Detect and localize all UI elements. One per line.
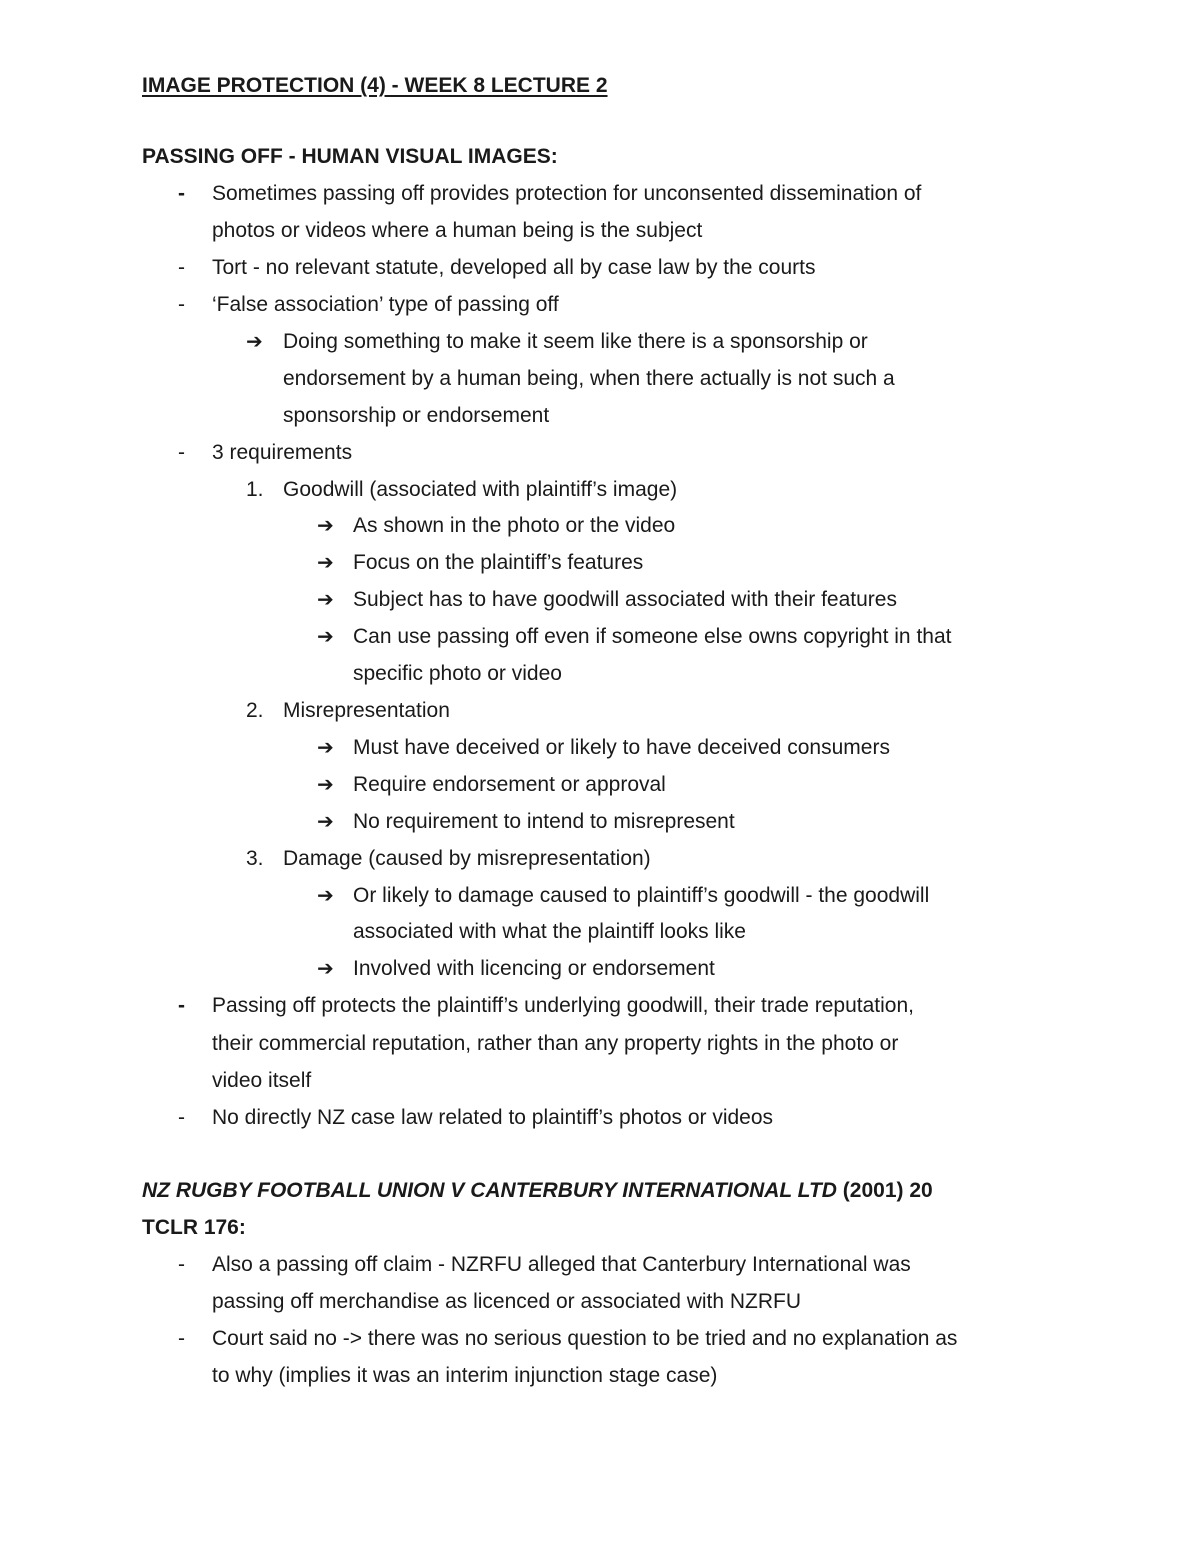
arrow-icon: ➔ [317, 774, 334, 796]
sub-bullet-text: Focus on the plaintiff’s features [353, 551, 644, 574]
bullet-text: ‘False association’ type of passing off [212, 293, 559, 316]
numbered-item: Goodwill (associated with plaintiff’s image) [283, 478, 678, 501]
arrow-icon: ➔ [317, 737, 334, 759]
sub-bullet-text: Involved with licencing or endorsement [353, 957, 715, 980]
sub-bullet-text: As shown in the photo or the video [353, 514, 676, 537]
arrow-icon: ➔ [317, 811, 334, 833]
arrow-icon: ➔ [317, 552, 334, 574]
bullet-marker: - [178, 1253, 185, 1276]
case-citation-continued: TCLR 176: [142, 1216, 246, 1239]
arrow-icon: ➔ [317, 958, 334, 980]
case-citation: (2001) 20 [836, 1179, 933, 1202]
bullet-text: Passing off protects the plaintiff’s underlying goodwill, their trade reputation, [212, 994, 914, 1017]
numbered-item: Damage (caused by misrepresentation) [283, 847, 651, 870]
sub-bullet-text: endorsement by a human being, when there actually is not such a [283, 367, 895, 390]
bullet-marker: - [178, 441, 185, 464]
bullet-marker: - [178, 1106, 185, 1129]
bullet-text: Tort - no relevant statute, developed all by case law by the courts [212, 256, 816, 279]
arrow-icon: ➔ [317, 885, 334, 907]
numbered-marker: 2. [246, 699, 264, 722]
sub-bullet-text: Require endorsement or approval [353, 773, 666, 796]
bullet-marker: - [178, 182, 185, 205]
bullet-text: photos or videos where a human being is the subject [212, 219, 703, 242]
bullet-text: 3 requirements [212, 441, 353, 464]
bullet-text: to why (implies it was an interim injunction stage case) [212, 1364, 718, 1387]
bullet-marker: - [178, 293, 185, 316]
sub-bullet-text: No requirement to intend to misrepresent [353, 810, 735, 833]
arrow-icon: ➔ [317, 626, 334, 648]
bullet-text: No directly NZ case law related to plaintiff’s photos or videos [212, 1106, 774, 1129]
sub-bullet-text: sponsorship or endorsement [283, 404, 550, 427]
bullet-text: their commercial reputation, rather than any property rights in the photo or [212, 1032, 899, 1055]
bullet-marker: - [178, 256, 185, 279]
case-heading [142, 1177, 933, 1205]
sub-bullet-text: Or likely to damage caused to plaintiff’s goodwill - the goodwill [353, 884, 930, 907]
bullet-marker: - [178, 994, 185, 1017]
arrow-icon: ➔ [317, 515, 334, 537]
bullet-text: Also a passing off claim - NZRFU alleged that Canterbury International was [212, 1253, 911, 1276]
sub-bullet-text: Must have deceived or likely to have deceived consumers [353, 736, 890, 759]
numbered-marker: 3. [246, 847, 264, 870]
arrow-icon: ➔ [246, 331, 263, 353]
case-name: NZ RUGBY FOOTBALL UNION V CANTERBURY INTERNATIONAL LTD [142, 1179, 837, 1202]
bullet-marker: - [178, 1327, 185, 1350]
page-title: IMAGE PROTECTION (4) - WEEK 8 LECTURE 2 [142, 74, 608, 97]
bullet-text: Court said no -> there was no serious question to be tried and no explanation as [212, 1327, 958, 1350]
numbered-marker: 1. [246, 478, 264, 501]
sub-bullet-text: Doing something to make it seem like there is a sponsorship or [283, 330, 868, 353]
bullet-text: Sometimes passing off provides protection for unconsented dissemination of [212, 182, 922, 205]
bullet-text: video itself [212, 1069, 312, 1092]
numbered-item: Misrepresentation [283, 699, 450, 722]
sub-bullet-text: associated with what the plaintiff looks like [353, 920, 746, 943]
arrow-icon: ➔ [317, 589, 334, 611]
sub-bullet-text: Can use passing off even if someone else owns copyright in that [353, 625, 952, 648]
sub-bullet-text: specific photo or video [353, 662, 562, 685]
bullet-text: passing off merchandise as licenced or associated with NZRFU [212, 1290, 802, 1313]
sub-bullet-text: Subject has to have goodwill associated with their features [353, 588, 897, 611]
section-heading: PASSING OFF - HUMAN VISUAL IMAGES: [142, 145, 558, 168]
